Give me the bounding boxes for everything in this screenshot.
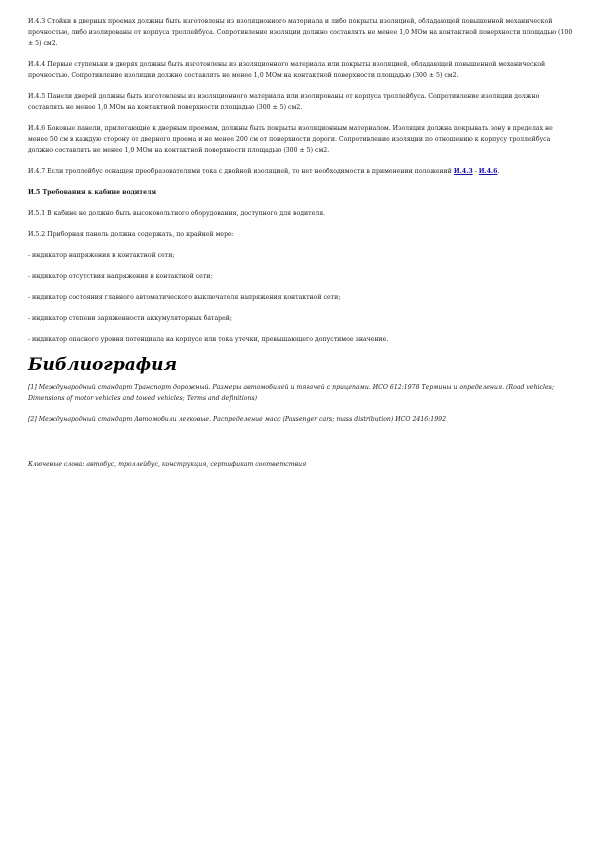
list-item: - индикатор опасного уровня потенциала на корпусе или тока утечки, превышающего допустимое значение. (28, 336, 389, 343)
bibliography-entry: [1] Международный стандарт Транспорт дорожный. Размеры автомобилей и тягачей с прицепами. ИСО 612:1978 Термины и определения. (Road vehicles; Dimensions of motor vehicles and towed vehicles; Terms and definitions) (28, 384, 554, 402)
paragraph-i-4-5: И.4.5 Панели дверей должны быть изготовлены из изоляционного материала или изолированы от корпуса троллейбуса. Сопротивление изоляции должно составлять не менее 1,0 МОм на контактной поверхности площадью (300 ± 5) см2. (28, 93, 540, 111)
document-page (28, 16, 573, 480)
paragraph-i-4-3: И.4.3 Стойки в дверных проемах должны быть изготовлены из изоляционного материала и либо покрыты изоляцией, обладающей повышенной механической прочностью, либо изолированы от корпуса троллейбуса. Сопротивление изоляции должно составлять не менее 1,0 МОм на контактной поверхности площадью (100 ± 5) см2. (28, 18, 573, 47)
bibliography-heading: Библиография (28, 355, 177, 375)
link-separator: - (472, 168, 479, 175)
paragraph-end: . (497, 168, 500, 175)
link-i-4-6[interactable]: И.4.6 (478, 168, 498, 175)
bibliography-entry: [2] Международный стандарт Автомобили легковые. Распределение масс (Passenger cars; mass distribution) ИСО 2416:1992 (28, 416, 447, 423)
paragraph-i-4-4: И.4.4 Первые ступеньки в дверях должны быть изготовлены из изоляционного материала или покрыты изоляцией, обладающей повышенной механической прочностью. Сопротивление изоляции должно составлять не менее 1,0 МОм на контактной поверхности площадью (300 ± 5) см2. (28, 61, 546, 79)
section-heading-i-5: И.5 Требования к кабине водителя (28, 189, 157, 196)
list-item: - индикатор состояния главного автоматического выключателя напряжения контактной сети; (28, 294, 341, 301)
paragraph-i-4-7 (28, 166, 573, 177)
list-item: - индикатор отсутствия напряжения в контактной сети; (28, 273, 213, 280)
paragraph-i-4-7-text: И.4.7 Если троллейбус оснащен преобразователями тока с двойной изоляцией, то нет необходимости в применении положений (28, 168, 454, 175)
paragraph-i-4-6: И.4.6 Боковые панели, прилегающие к дверным проемам, должны быть покрыты изоляционным материалом. Изоляция должна покрывать зону в пределах не менее 50 см в каждую сторону от дверного проема и не менее 200 см от поверхности дороги. Сопротивление изоляции по отношению к корпусу троллейбуса должно составлять не менее 1,0 МОм на контактной поверхности площадью (300 ± 5) см2. (28, 125, 553, 154)
list-item: - индикатор степени заряженности аккумуляторных батарей; (28, 315, 232, 322)
list-item: - индикатор напряжения в контактной сети; (28, 252, 175, 259)
paragraph-i-5-1: И.5.1 В кабине не должно быть высоковольтного оборудования, доступного для водителя. (28, 210, 326, 217)
link-i-4-3[interactable]: И.4.3 (453, 168, 473, 175)
paragraph-i-5-2: И.5.2 Приборная панель должна содержать, по крайней мере: (28, 231, 234, 238)
keywords-line: Ключевые слова: автобус, троллейбус, конструкция, сертификат соответствия (28, 461, 307, 468)
